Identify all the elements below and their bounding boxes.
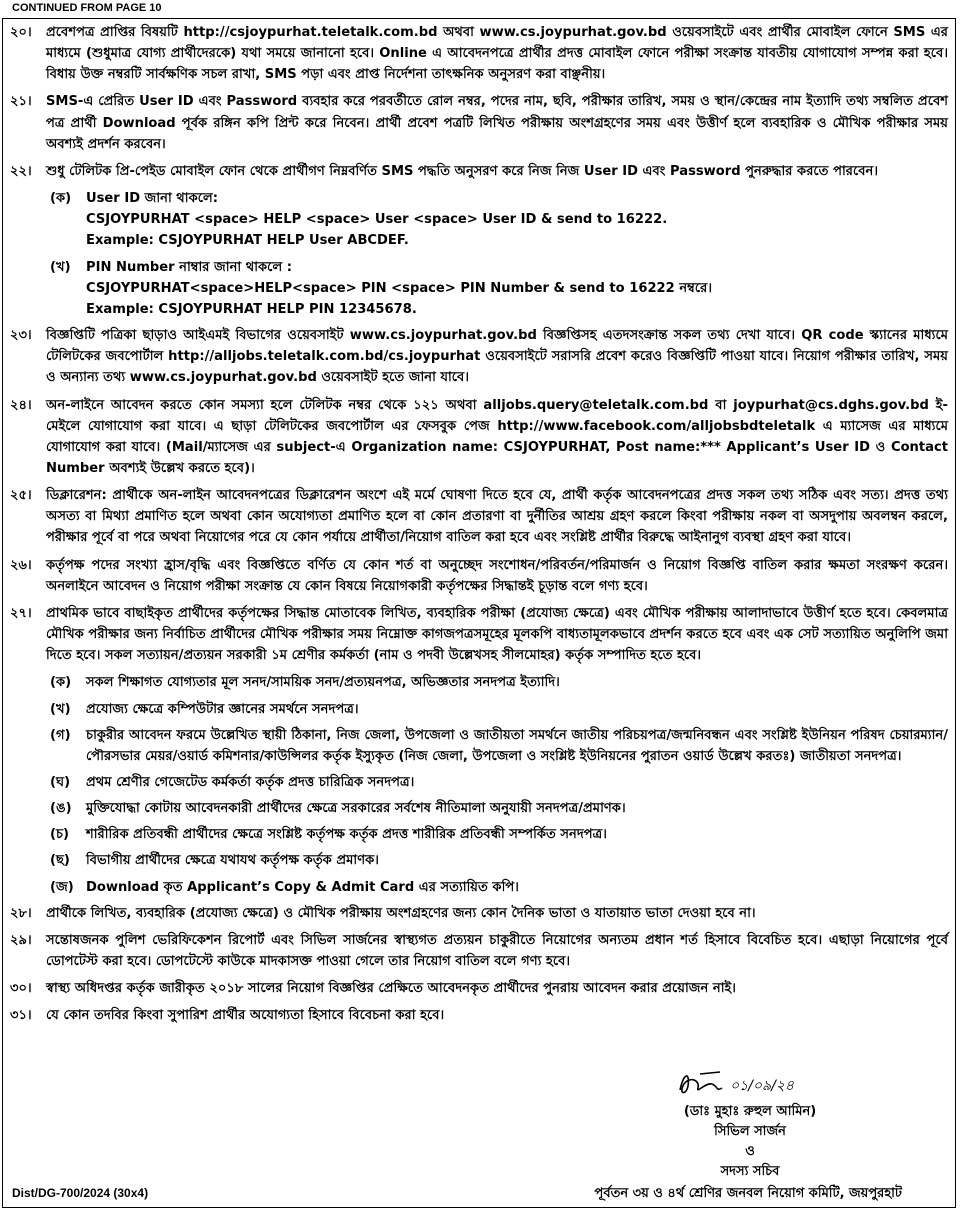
- document-requirement-text: বিভাগীয় প্রার্থীদের ক্ষেত্রে যথাযথ কর্তৃপক্ষ কর্তৃক প্রমাণক।: [86, 853, 379, 869]
- document-requirement: [50, 699, 948, 720]
- clause-item: [10, 325, 948, 388]
- document-requirement-text: শারীরিক প্রতিবন্ধী প্রার্থীদের ক্ষেত্রে সংশ্লিষ্ট কর্তৃপক্ষ কর্তৃক প্রদত্ত শারীরিক প্রতিবন্ধী সম্পর্কিত সনদপত্র।: [86, 827, 607, 843]
- footer-code: Dist/DG-700/2024 (30x4): [12, 1186, 149, 1200]
- sub-marker: (ক): [50, 675, 72, 691]
- sms-instruction-body: [86, 188, 948, 251]
- sub-marker: (ক): [50, 191, 72, 207]
- sms-instruction-line: CSJOYPURHAT <space> HELP <space> User <space> User ID & send to 16222.: [86, 212, 668, 228]
- continued-header: CONTINUED FROM PAGE 10: [12, 2, 162, 14]
- clause-number: ৩১।: [10, 1008, 32, 1024]
- clause-text: SMS-এ প্রেরিত User ID এবং Password ব্যবহার করে পরবর্তীতে রোল নম্বর, পদের নাম, ছবি, পরীক্ষার তারিখ, সময় ও স্থান/কেন্দ্রের নাম ইত্যাদি তথ্য সম্বলিত প্রবেশ পত্র প্রার্থী Download পূর্বক রঙ্গিন কপি প্রিন্ট করে নিবেন। প্রার্থী প্রবেশ পত্রটি লিখিত পরীক্ষায় অংশগ্রহণের সময় এবং উত্তীর্ণ হলে ব্যবহারিক ও মৌখিক পরীক্ষার সময় অবশ্যই প্রদর্শন করবেন।: [46, 94, 948, 152]
- clause-text: বিজ্ঞপ্তিটি পত্রিকা ছাড়াও আইএমই বিভাগের ওয়েবসাইট www.cs.joypurhat.gov.bd বিজ্ঞপ্তিসহ এতদসংক্রান্ত সকল তথ্য দেখা যাবে। QR code স্ক্যানের মাধ্যমে টেলিটকের জবপোর্টাল http://alljobs.teletalk.com.bd/cs.joypurhat ওয়েবসাইটে সরাসরি প্রবেশ করেও বিজ্ঞপ্তিটি পাওয়া যাবে। নিয়োগ পরীক্ষার তারিখ, সময় ও অন্যান্য তথ্য www.cs.joypurhat.gov.bd ওয়েবসাইট হতে জানা যাবে।: [46, 328, 948, 386]
- clause-number: ২৫।: [10, 488, 32, 504]
- clause-item: [10, 603, 948, 666]
- clause-item: [10, 930, 948, 972]
- clause-number: ২৬।: [10, 557, 32, 573]
- clause-number: ২২।: [10, 163, 32, 179]
- signatory-designation: সিভিল সার্জন: [714, 1124, 786, 1139]
- signature-block: [600, 1062, 900, 1182]
- document-requirement: [50, 798, 948, 819]
- sub-marker: (জ): [50, 879, 74, 895]
- clause-item: [10, 161, 948, 182]
- sms-instruction-line: Example: CSJOYPURHAT HELP PIN 12345678.: [86, 301, 417, 317]
- document-requirement: [50, 850, 948, 871]
- sub-marker: (ঙ): [50, 801, 72, 817]
- signatory-name: (ডাঃ মুহাঃ রুহুল আমিন): [683, 1104, 817, 1119]
- clause-item: [10, 1005, 948, 1026]
- clause-text: কর্তৃপক্ষ পদের সংখ্যা হ্রাস/বৃদ্ধি এবং বিজ্ঞপ্তিতে বর্ণিত যে কোন শর্ত বা অনুচ্ছেদ সংশোধন/পরিবর্তন/পরিমার্জন ও নিয়োগ বিজ্ঞপ্তি বাতিল করার ক্ষমতা সংরক্ষণ করেন। অনলাইনে আবেদন ও নিয়োগ পরীক্ষা সংক্রান্ত যে কোন বিষয়ে নিয়োগকারী কর্তৃপক্ষের সিদ্ধান্তই চূড়ান্ত বলে গণ্য হবে।: [46, 557, 948, 594]
- sub-marker: (খ): [50, 259, 71, 275]
- document-requirement: [50, 725, 948, 767]
- clause-number: ২৪।: [10, 397, 32, 413]
- clause-item: [10, 903, 948, 924]
- clause-item: [10, 555, 948, 597]
- footer-committee: পূর্বতন ৩য় ও ৪র্থ শ্রেণির জনবল নিয়োগ কমিটি, জয়পুরহাট: [594, 1186, 902, 1201]
- document-requirement-text: Download কৃত Applicant’s Copy & Admit Card এর সত্যায়িত কপি।: [86, 879, 519, 895]
- sms-instruction-line: CSJOYPURHAT<space>HELP<space> PIN <space> PIN Number & send to 16222 নম্বরে।: [86, 280, 713, 296]
- clause-number: ২০।: [10, 25, 32, 40]
- clause-item: [10, 978, 948, 999]
- clause-text: প্রবেশপত্র প্রাপ্তির বিষয়টি http://csjoypurhat.teletalk.com.bd অথবা www.cs.joypurhat.gov.bd ওয়েবসাইটে এবং প্রার্থীর মোবাইল ফোনে SMS এর মাধ্যমে (শুধুমাত্র যোগ্য প্রার্থীদেরকে) যথা সময়ে জানানো হবে। Online এ আবেদনপত্রে প্রার্থীর প্রদত্ত মোবাইল ফোনে পরীক্ষা সংক্রান্ত যাবতীয় যোগাযোগ সম্পন্ন করা হবে। বিধায় উক্ত নম্বরটি সার্বক্ষণিক সচল রাখা, SMS পড়া এবং প্রাপ্ত নির্দেশনা তাৎক্ষনিক অনুসরণ করা বাঞ্ছনীয়।: [46, 25, 948, 83]
- document-requirement-text: মুক্তিযোদ্ধা কোটায় আবেদনকারী প্রার্থীদের ক্ষেত্রে সরকারের সর্বশেষ নীতিমালা অনুযায়ী সনদপত্র/প্রমাণক।: [86, 801, 626, 817]
- clause-number: ২৭।: [10, 605, 32, 621]
- signatory-role: সদস্য সচিব: [720, 1164, 780, 1179]
- clause-text: শুধু টেলিটক প্রি-পেইড মোবাইল ফোন থেকে প্রার্থীগণ নিম্নবর্ণিত SMS পদ্ধতি অনুসরণ করে নিজ নিজ User ID এবং Password পুনরুদ্ধার করতে পারবেন।: [46, 163, 878, 179]
- signature-scribble-icon: [660, 1062, 840, 1102]
- document-requirement: [50, 772, 948, 793]
- sub-marker: (গ): [50, 727, 71, 743]
- sub-marker: (ঘ): [50, 775, 71, 790]
- document-requirement-text: প্রথম শ্রেণীর গেজেটেড কর্মকর্তা কর্তৃক প্রদত্ত চারিত্রিক সনদপত্র।: [86, 775, 415, 790]
- sms-instruction: [50, 257, 948, 320]
- document-requirement-text: চাকুরীর আবেদন ফরমে উল্লেখিত স্থায়ী ঠিকানা, নিজ জেলা, উপজেলা ও জাতীয়তা সমর্থনে জাতীয় পরিচয়পত্র/জন্মনিবন্ধন এবং সংশ্লিষ্ট ইউনিয়ন পরিষদ চেয়ারম্যান/পৌরসভার মেয়র/ওয়ার্ড কমিশনার/কাউন্সিলর কর্তৃক ইস্যুকৃত (নিজ জেলা, উপজেলা ও সংশ্লিষ্ট ইউনিয়নের পুরাতন ওয়ার্ড উল্লেখ করতঃ) জাতীয়তা সনদপত্র।: [86, 727, 948, 764]
- clause-number: ২৮।: [10, 905, 32, 921]
- clause-number: ২৩।: [10, 328, 32, 344]
- clause-text: ডিক্লারেশন: প্রার্থীকে অন-লাইন আবেদনপত্রের ডিক্লারেশন অংশে এই মর্মে ঘোষণা দিতে হবে যে, প্রার্থী কর্তৃক আবেদনপত্রের প্রদত্ত সকল তথ্য সঠিক এবং সত্য। প্রদত্ত তথ্য অসত্য বা মিথ্যা প্রমাণিত হলে অথবা কোন অযোগ্যতা প্রমাণিত হলে বা কোন প্রতারণা বা দুর্নীতির আশ্রয় গ্রহণ করলে কিংবা পরীক্ষায় নকল বা অসদুপায় অবলম্বন করলে, পরীক্ষার পূর্বে বা পরে অথবা নিয়োগের পরে যে কোন পর্যায়ে প্রার্থীতা/নিয়োগ বাতিল করা হবে এবং সংশ্লিষ্ট প্রার্থীর বিরুদ্ধে আইনানুগ ব্যবস্থা গ্রহণ করা যাবে।: [46, 488, 948, 546]
- clause-number: ২১।: [10, 94, 32, 110]
- clause-item: [10, 395, 948, 480]
- sub-marker: (ছ): [50, 853, 70, 869]
- clause-item: [10, 22, 948, 85]
- document-requirement-text: সকল শিক্ষাগত যোগ্যতার মূল সনদ/সাময়িক সনদ/প্রত্যয়নপত্র, অভিজ্ঞতার সনদপত্র ইত্যাদি।: [86, 675, 560, 691]
- clause-number: ২৯।: [10, 932, 32, 948]
- signature-date: ০১/০৯/২৪: [730, 1078, 794, 1094]
- sub-marker: (চ): [50, 827, 70, 843]
- clause-item: [10, 485, 948, 548]
- document-requirement: [50, 672, 948, 693]
- clause-text: অন-লাইনে আবেদন করতে কোন সমস্যা হলে টেলিটক নম্বর থেকে ১২১ অথবা alljobs.query@teletalk.com.bd বা joypurhat@cs.dghs.gov.bd ই-মেইলে যোগাযোগ করা যাবে। এ ছাড়া টেলিটকের জবপোর্টাল এর ফেসবুক পেজ http://www.facebook.com/alljobsbdteletalk এ ম্যাসেজ এর মাধ্যমে যোগাযোগ করা যাবে। (Mail/ম্যাসেজ এর subject-এ Organization name: CSJOYPURHAT, Post name:*** Applicant’s User ID ও Contact Number অবশ্যই উল্লেখ করতে হবে)।: [46, 397, 948, 476]
- document-requirement: [50, 877, 948, 898]
- sms-instruction-line: Example: CSJOYPURHAT HELP User ABCDEF.: [86, 233, 409, 249]
- sub-marker: (খ): [50, 701, 71, 717]
- clause-item: [10, 91, 948, 154]
- sms-instruction-line: User ID জানা থাকলে:: [86, 191, 218, 207]
- clause-text: প্রার্থীকে লিখিত, ব্যবহারিক (প্রযোজ্য ক্ষেত্রে) ও মৌখিক পরীক্ষায় অংশগ্রহণের জন্য কোন দৈনিক ভাতা ও যাতায়াত ভাতা দেওয়া হবে না।: [46, 905, 756, 921]
- clause-text: প্রাথমিক ভাবে বাছাইকৃত প্রার্থীদের কর্তৃপক্ষের সিদ্ধান্ত মোতাবেক লিখিত, ব্যবহারিক পরীক্ষা (প্রযোজ্য ক্ষেত্রে) এবং মৌখিক পরীক্ষায় আলাদাভাবে উত্তীর্ণ হতে হবে। কেবলমাত্র মৌখিক পরীক্ষার জন্য নির্বাচিত প্রার্থীদের মৌখিক পরীক্ষার সময় নিম্নোক্ত কাগজপত্রসমূহের মূলকপি বাধ্যতামূলকভাবে প্রদর্শন করতে হবে এবং এক সেট সত্যায়িত অনুলিপি জমা দিতে হবে। সকল সত্যায়ন/প্রত্যয়ন সরকারী ১ম শ্রেণীর কর্মকর্তা (নাম ও পদবী উল্লেখসহ সীলমোহর) কর্তৃক সম্পাদিত হতে হবে।: [46, 605, 948, 664]
- document-requirement-text: প্রযোজ্য ক্ষেত্রে কম্পিউটার জ্ঞানের সমর্থনে সনদপত্র।: [86, 701, 359, 717]
- notice-content: [10, 22, 948, 1033]
- clause-text: সন্তোষজনক পুলিশ ভেরিফিকেশন রিপোর্ট এবং সিভিল সার্জনের স্বাস্থ্যগত প্রত্যয়ন চাকুরীতে নিয়োগের অন্যতম প্রধান শর্ত হিসাবে বিবেচিত হবে। এছাড়া নিয়োগের পূর্বে ডোপটেস্ট করা হবে। ডোপটেস্টে কাউকে মাদকাসক্ত পাওয়া গেলে তার নিয়োগ বাতিল বলে গণ্য হবে।: [46, 932, 948, 970]
- document-requirement: [50, 824, 948, 845]
- clause-text: যে কোন তদবির কিংবা সুপারিশ প্রার্থীর অযোগ্যতা হিসাবে বিবেচনা করা হবে।: [46, 1008, 445, 1024]
- signatory-conj: ও: [745, 1144, 755, 1159]
- sms-instruction: [50, 188, 948, 251]
- sms-instruction-body: [86, 257, 948, 320]
- clause-number: ৩০।: [10, 981, 32, 997]
- sms-instruction-line: PIN Number নাম্বার জানা থাকলে :: [86, 259, 292, 275]
- clause-text: স্বাস্থ্য অধিদপ্তর কর্তৃক জারীকৃত ২০১৮ সালের নিয়োগ বিজ্ঞপ্তির প্রেক্ষিতে আবেদনকৃত প্রার্থীদের পুনরায় আবেদন করার প্রয়োজন নাই।: [46, 981, 736, 997]
